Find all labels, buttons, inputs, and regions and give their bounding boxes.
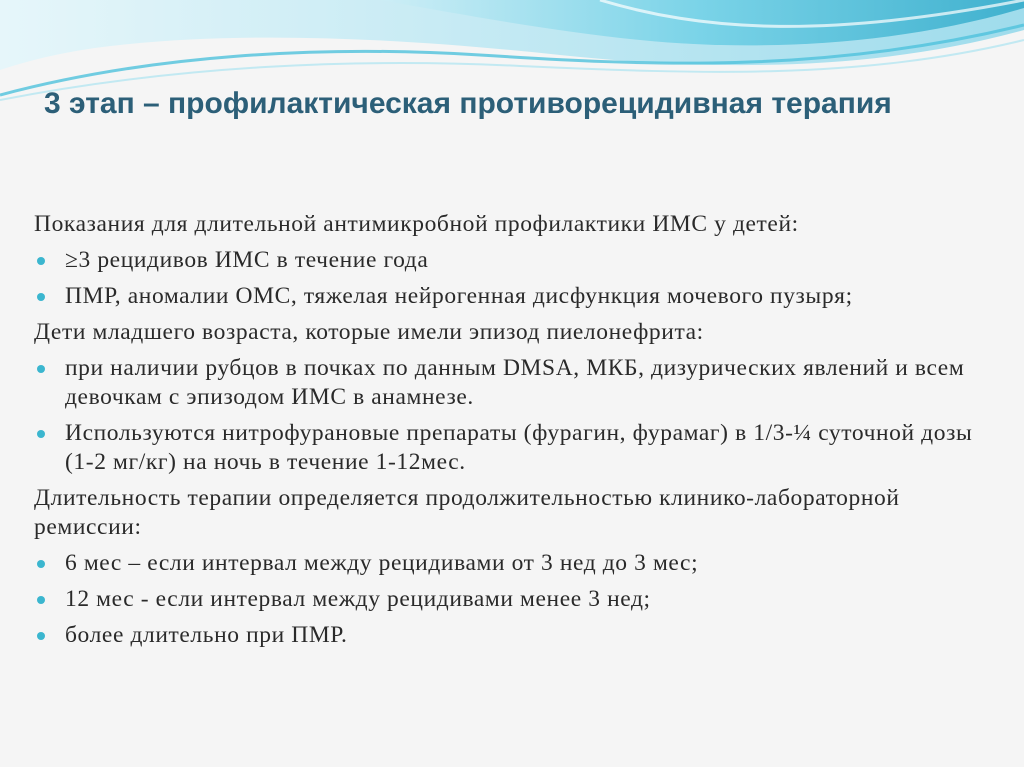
slide-body [34,210,994,657]
list-item [34,419,994,477]
list-item-text: при наличии рубцов в почках по данным DMSA, МКБ, дизурических явлений и всем девочкам с эпизодом ИМС в анамнезе. [65,355,965,410]
bullet-icon [37,596,45,604]
bullet-icon [37,257,45,265]
bullet-icon [37,560,45,568]
list-item-text: 6 мес – если интервал между рецидивами от 3 нед до 3 мес; [65,550,699,576]
list-item [34,246,994,275]
slide-title: 3 этап – профилактическая противорецидивная терапия [44,87,892,120]
list-item-text: ≥3 рецидивов ИМС в течение года [65,247,429,273]
list-item-text: более длительно при ПМР. [65,622,348,648]
list-item [34,549,994,578]
list-item-text: Используются нитрофурановые препараты (фурагин, фурамаг) в 1/3-¼ суточной дозы (1-2 мг/кг) на ночь в течение 1-12мес. [65,420,973,475]
list-item [34,354,994,412]
bullet-icon [37,365,45,373]
section-heading: Дети младшего возраста, которые имели эпизод пиелонефрита: [34,319,704,345]
section-heading: Длительность терапии определяется продолжительностью клинико-лабораторной ремиссии: [34,485,900,540]
list-item [34,282,994,311]
bullet-icon [37,293,45,301]
bullet-icon [37,430,45,438]
list-item [34,585,994,614]
bullet-icon [37,632,45,640]
list-item [34,621,994,650]
list-item-text: 12 мес - если интервал между рецидивами менее 3 нед; [65,586,651,612]
section-heading: Показания для длительной антимикробной профилактики ИМС у детей: [34,211,799,237]
list-item-text: ПМР, аномалии ОМС, тяжелая нейрогенная дисфункция мочевого пузыря; [65,283,853,309]
